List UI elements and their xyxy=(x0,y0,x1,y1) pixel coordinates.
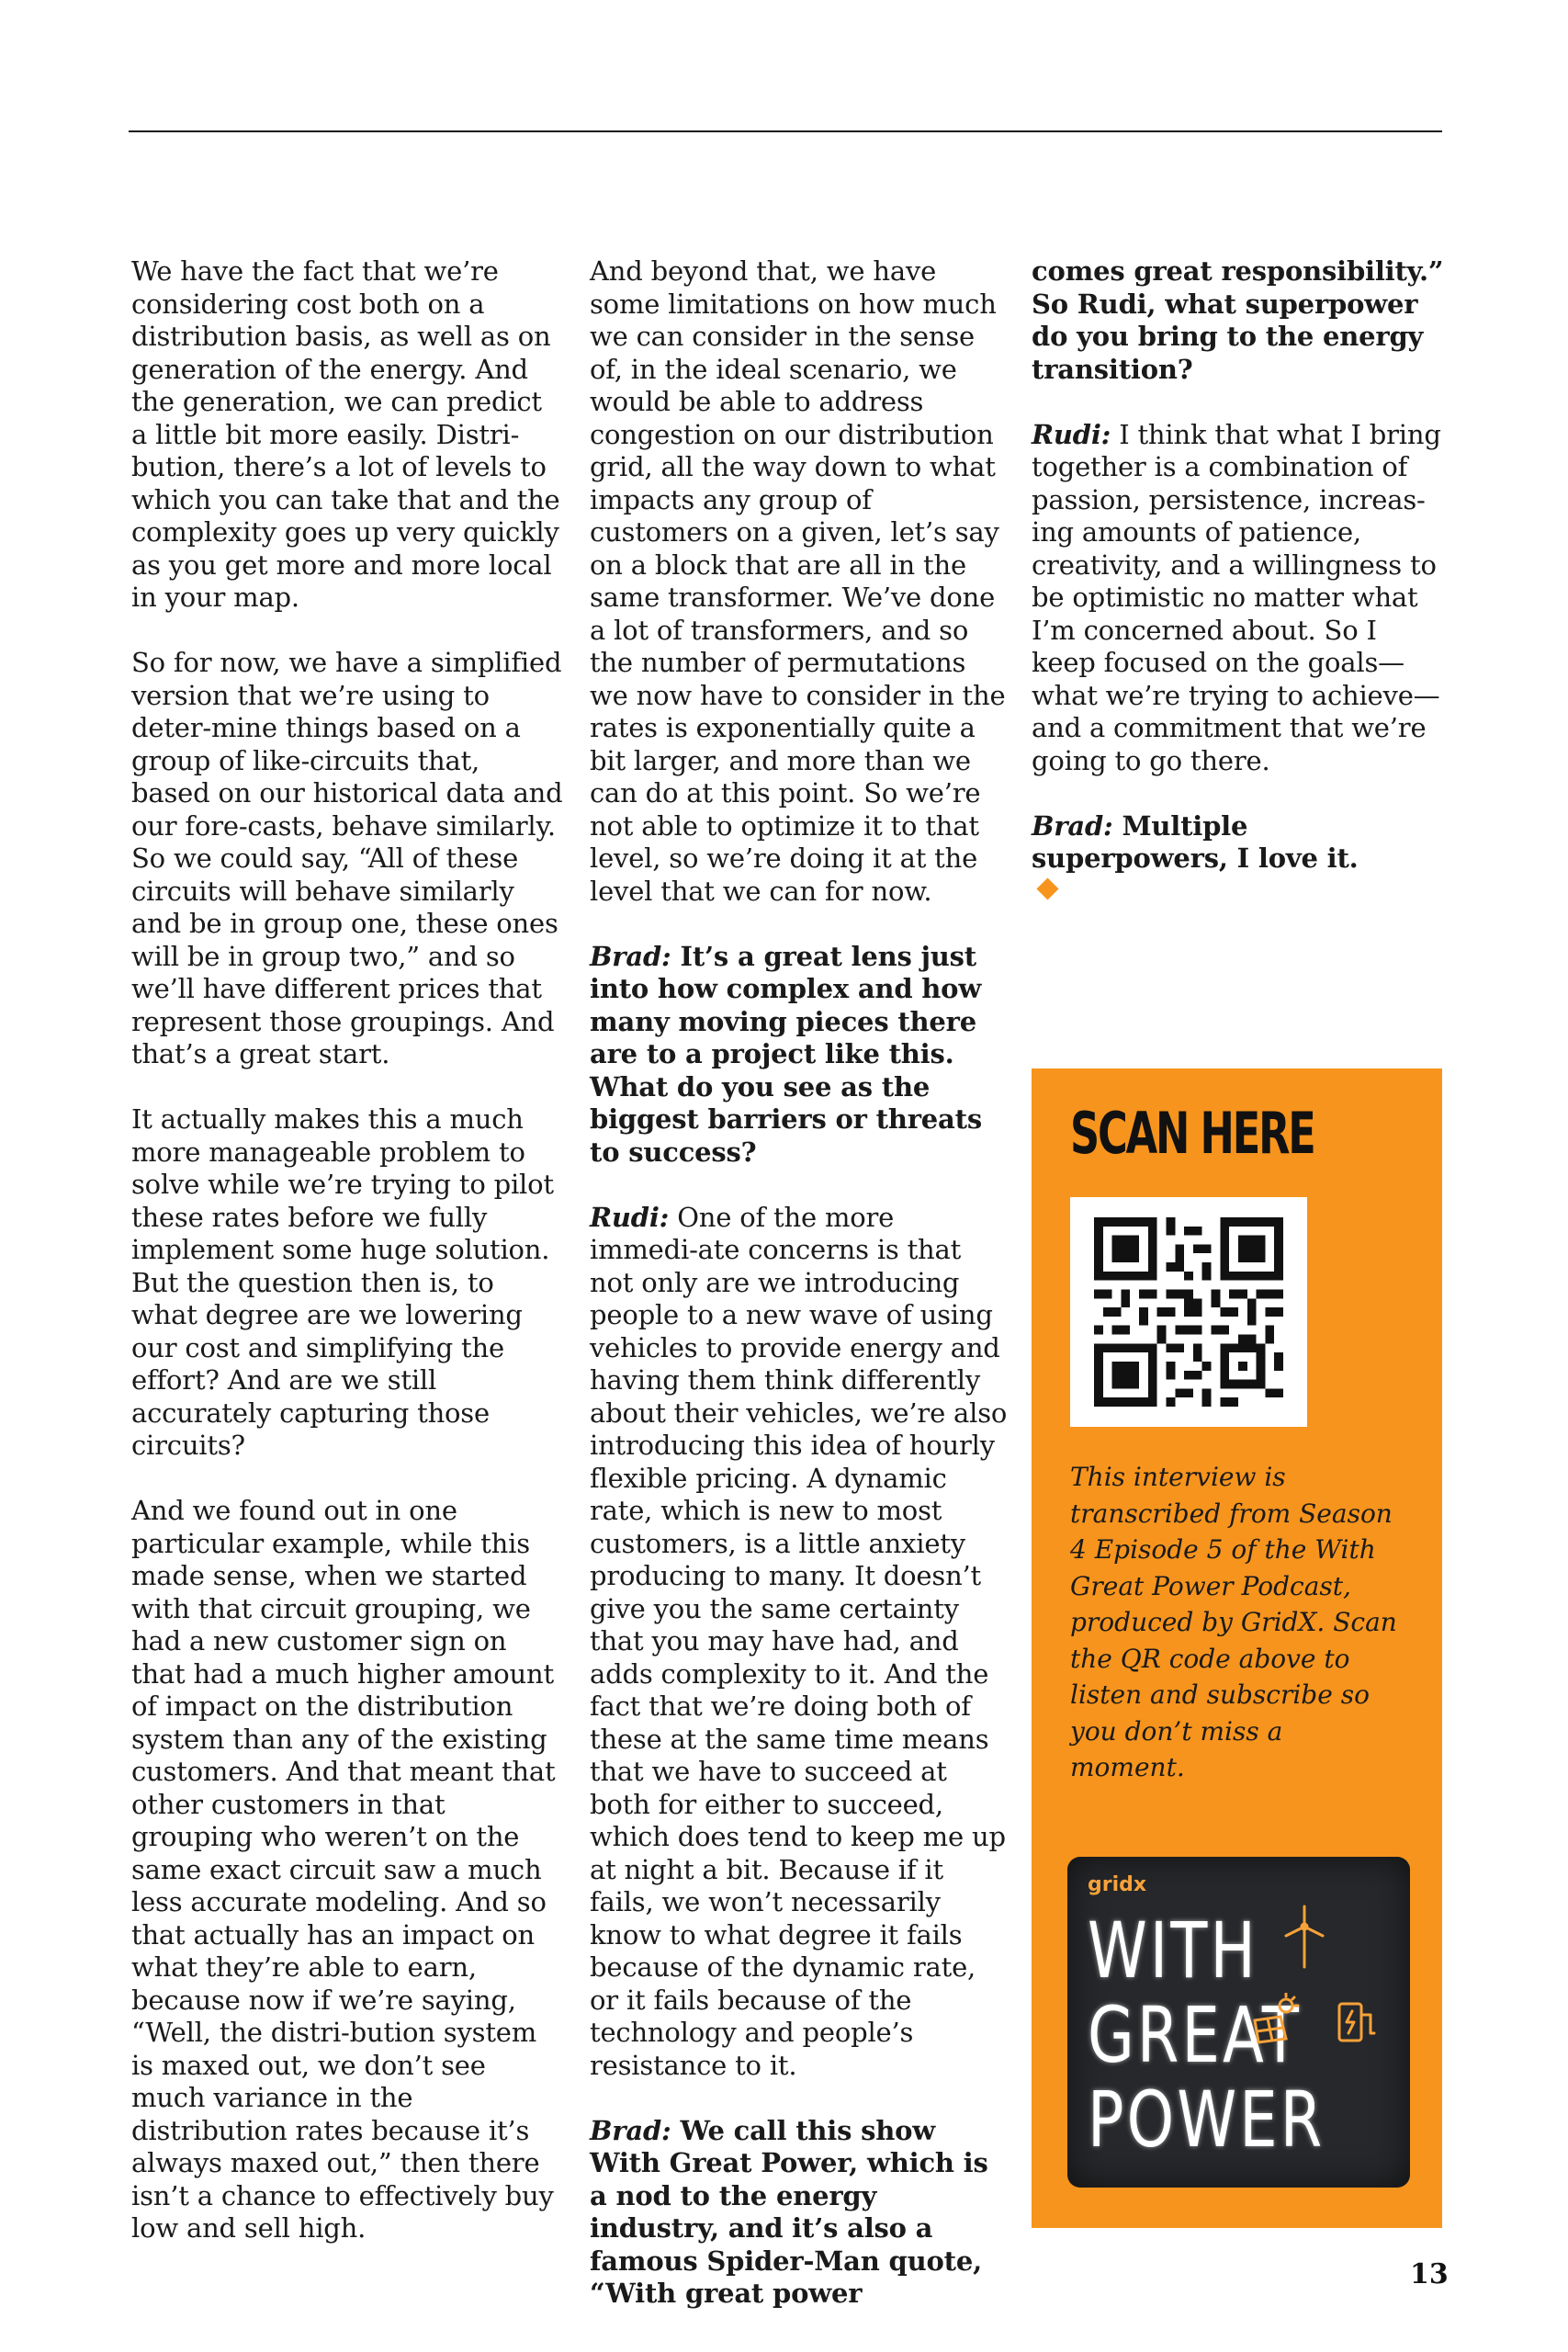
paragraph: And we found out in one particular example, while this made sense, when we started with that circuit grouping, we had a new customer sign on that had a much higher amount of impact on the distribution system than any of the existing customers. And that meant that other customers in that grouping who weren’t on the same exact circuit saw a much less accurate modeling. And so that actually has an impact on what they’re able to earn, because now if we’re saying, “Well, the distri-bution system is maxed out, we don’t see much variance in the distribution rates because it’s always maxed out,” then there isn’t a chance to effectively buy low and sell high. xyxy=(131,1495,556,2244)
podcast-title-line-2: GREAT xyxy=(1088,1990,1303,2080)
podcast-cover-art xyxy=(1067,1857,1410,2188)
diamond-end-mark-icon xyxy=(1036,877,1058,899)
qr-code-icon xyxy=(1090,1217,1287,1407)
answer-text: I think that what I bring together is a combination of passion, persistence, increas-ing amounts of patience, creativity, and a willingness to be optimistic no matter what I’m concerned about. So I keep focused on the goals—what we’re trying to achieve—and a commitment that we’re going to go there. xyxy=(1032,418,1441,776)
answer-text: One of the more immedi-ate concerns is that not only are we introducing people to a new wave of using vehicles to provide energy and having them think differently about their vehicles, we’re also introducing this idea of hourly flexible pricing. A dynamic rate, which is new to most customers, is a little anxiety producing to many. It doesn’t give you the same certainty that you may have had, and adds complexity to it. And the fact that we’re doing both of these at the same time means that we have to succeed at both for either to succeed, which does tend to keep me up at night a bit. Because if it fails, we won’t necessarily know to what degree it fails because of the dynamic rate, or it fails because of the technology and people’s resistance to it. xyxy=(590,1201,1008,2081)
podcast-blurb: This interview is transcribed from Season 4 Episode 5 of the With Great Power Podcast, produced by GridX. Scan the QR code above to listen and subscribe so you don’t miss a moment. xyxy=(1070,1462,1397,1782)
question-paragraph xyxy=(590,941,1008,1170)
paragraph: So for now, we have a simplified version that we’re using to deter-mine things based on a group of like-circuits that, based on our historical data and our fore-casts, behave similarly. So we could say, “All of these circuits will behave similarly and be in group one, these ones will be in group two,” and so we’ll have different prices that represent those groupings. And that’s a great start. xyxy=(131,647,563,1069)
podcast-title-line-1: WITH xyxy=(1088,1905,1258,1996)
paragraph: We have the fact that we’re considering cost both on a distribution basis, as well as on generation of the energy. And the generation, we can predict a little bit more easily. Distri-bution, there’s a lot of levels to which you can take that and the complexity goes up very quickly as you get more and more local in your map. xyxy=(131,255,560,613)
question-continuation: comes great responsibility.” So Rudi, what superpower do you bring to the energy transition? xyxy=(1032,255,1444,385)
qr-code[interactable] xyxy=(1070,1197,1307,1427)
wind-turbine-icon xyxy=(1280,1905,1328,1969)
speaker-label: Brad: xyxy=(1032,809,1113,842)
solar-panel-icon xyxy=(1249,1993,1301,2044)
question-text: We call this show With Great Power, which is a nod to the energy industry, and it’s also a famous Spider-Man quote, “With great power xyxy=(590,2114,988,2309)
page-number: 13 xyxy=(1410,2258,1449,2290)
answer-paragraph xyxy=(1032,419,1445,778)
speaker-label: Rudi: xyxy=(1032,418,1111,450)
paragraph: And beyond that, we have some limitations on how much we can consider in the sense of, in the ideal scenario, we would be able to address congestion on our distribution grid, all the way down to what impacts any group of customers on a given, let’s say on a block that are all in the same transformer. We’ve done a lot of transformers, and so the number of permutations we now have to consider in the rates is exponentially quite a bit larger, and more than we can do at this point. So we’re not able to optimize it to that level, so we’re doing it at the level that we can for now. xyxy=(590,255,1006,907)
scan-here-sidebar xyxy=(1032,1069,1442,2228)
question-paragraph xyxy=(590,2115,1008,2311)
article-column-2 xyxy=(590,255,1008,2311)
paragraph: It actually makes this a much more manageable problem to solve while we’re trying to pilot these rates before we fully implement some huge solution. But the question then is, to what degree are we lowering our cost and simplifying the effort? And are we still accurately capturing those circuits? xyxy=(131,1103,554,1461)
question-text: It’s a great lens just into how complex and how many moving pieces there are to a project like this. What do you see as the biggest barriers or threats to success? xyxy=(590,940,982,1168)
article-column-1 xyxy=(131,255,563,2245)
top-rule xyxy=(129,130,1442,132)
speaker-label: Rudi: xyxy=(590,1201,670,1233)
speaker-label: Brad: xyxy=(590,2114,671,2146)
question-text: Multiple superpowers, I love it. xyxy=(1032,809,1359,874)
answer-paragraph xyxy=(590,1202,1008,2083)
article-column-3 xyxy=(1032,255,1445,897)
podcast-title-line-3: POWER xyxy=(1088,2075,1325,2165)
speaker-label: Brad: xyxy=(590,940,671,972)
question-paragraph xyxy=(1032,810,1445,876)
podcast-brand-logo: gridx xyxy=(1088,1873,1147,1896)
sidebar-title: SCAN HERE xyxy=(1070,1100,1314,1167)
ev-charger-icon xyxy=(1336,1995,1378,2048)
